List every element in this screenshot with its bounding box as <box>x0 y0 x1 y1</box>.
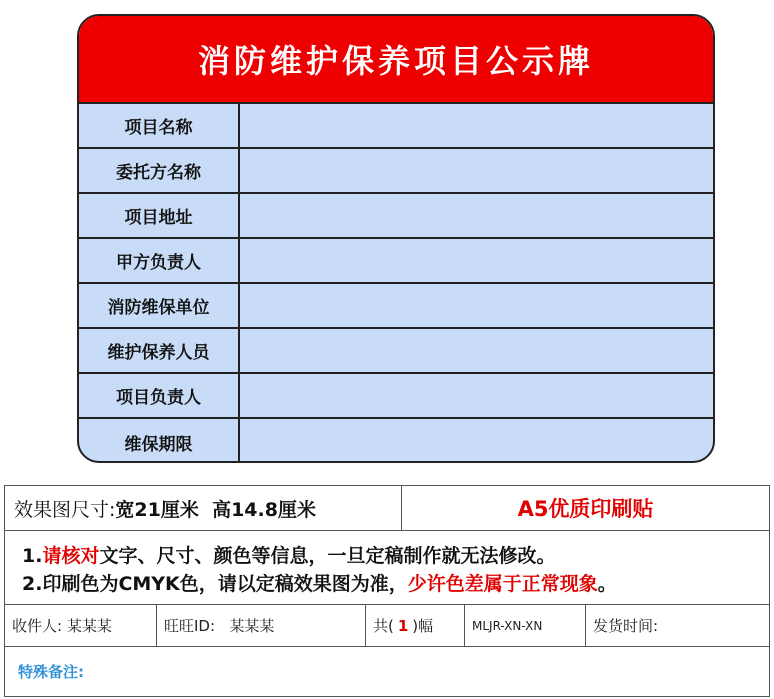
sign-row <box>79 104 713 149</box>
sign-row-label: 委托方名称 <box>79 149 240 192</box>
sign-row-label: 消防维保单位 <box>79 284 240 327</box>
note2-highlight: 少许色差属于正常现象 <box>407 573 598 595</box>
quantity-number: 1 <box>397 616 409 635</box>
remark-row <box>5 647 769 696</box>
quantity-suffix: )幅 <box>412 617 434 635</box>
notice-sign <box>77 14 715 463</box>
sign-row-value <box>240 239 713 282</box>
sign-row-label: 维护保养人员 <box>79 329 240 372</box>
quantity <box>366 605 465 646</box>
size-cell <box>5 486 402 530</box>
note1-prefix: 1. <box>22 545 43 567</box>
sign-row-value <box>240 329 713 372</box>
product-name: A5优质印刷贴 <box>517 497 654 521</box>
sign-row <box>79 374 713 419</box>
sign-row-value <box>240 104 713 147</box>
sign-row-label: 项目负责人 <box>79 374 240 417</box>
size-label: 效果图尺寸: <box>14 498 116 521</box>
note1-highlight: 请核对 <box>42 545 100 567</box>
sign-row-value <box>240 194 713 237</box>
sign-row <box>79 149 713 194</box>
quantity-prefix: 共( <box>373 617 394 635</box>
size-value: 宽21厘米 高14.8厘米 <box>115 498 316 521</box>
product-code: MLJR-XN-XN <box>465 605 586 646</box>
note2-end: 。 <box>597 573 617 595</box>
sign-row <box>79 284 713 329</box>
sign-row-value <box>240 374 713 417</box>
ship-time: 发货时间: <box>593 617 659 635</box>
notes <box>5 531 769 605</box>
sign-row-label: 项目名称 <box>79 104 240 147</box>
sign-row-value <box>240 149 713 192</box>
order-row <box>5 605 769 647</box>
remark-label: 特殊备注: <box>18 663 84 681</box>
sign-row <box>79 194 713 239</box>
wangwang-id: 旺旺ID: 某某某 <box>157 605 366 646</box>
sign-row <box>79 239 713 284</box>
note1-text: 文字、尺寸、颜色等信息，一旦定稿制作就无法修改。 <box>99 545 556 567</box>
size-row <box>5 486 769 531</box>
sign-row <box>79 329 713 374</box>
sign-row-label: 项目地址 <box>79 194 240 237</box>
receiver: 收件人: 某某某 <box>5 605 157 646</box>
sign-row-label: 维保期限 <box>79 419 240 463</box>
sign-row-value <box>240 284 713 327</box>
sign-row-label: 甲方负责人 <box>79 239 240 282</box>
sign-row-value <box>240 419 713 463</box>
sign-row <box>79 419 713 463</box>
sign-title: 消防维护保养项目公示牌 <box>197 42 594 80</box>
note-line-1 <box>22 541 769 569</box>
note2-text: 2.印刷色为CMYK色，请以定稿效果图为准， <box>22 573 408 595</box>
sign-rows <box>79 104 713 463</box>
order-info-table <box>4 485 770 697</box>
note-line-2 <box>22 569 769 597</box>
sign-header <box>79 16 713 104</box>
